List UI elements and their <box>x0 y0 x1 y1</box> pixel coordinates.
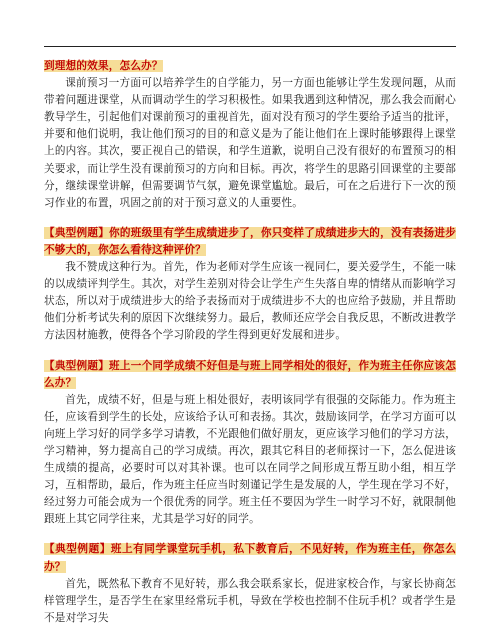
section-gap <box>44 345 456 358</box>
highlighted-heading-text: 到理想的效果，怎么办？ <box>44 60 163 72</box>
highlighted-heading-text: 【典型例题】你的班级里有学生成绩进步了，你只变样了成绩进步大的，没有表扬进步不够大的，你怎么看待这种评价？ <box>44 226 456 256</box>
highlighted-heading-text: 【典型例题】班上有同学课堂玩手机，私下教育后，不见好转，作为班主任，你怎么办？ <box>44 543 456 573</box>
document-body <box>44 58 456 627</box>
answer-paragraph: 首先，既然私下教育不见好转，那么我会联系家长，促进家校合作，与家长协商怎样管理学生，是否学生在家里经常玩手机，导致在学校也控制不住玩手机？或者学生是不是对学习失 <box>44 577 456 624</box>
answer-paragraph: 我不赞成这种行为。首先，作为老师对学生应该一视同仁，要关爱学生，不能一味的以成绩评判学生。其次，对学生差别对待会让学生产生失落自卑的情绪从而影响学习状态，所以对于成绩进步大的给予表扬而对于成绩进步不大的也应给予鼓励，并且帮助他们分析考试失利的原因下次继续努力。最后，教师还应学会自我反思，不断改进教学方法因材施教，使得各个学习阶段的学生得到更好发展和进步。 <box>44 261 456 342</box>
answer-paragraph: 课前预习一方面可以培养学生的自学能力，另一方面也能够让学生发现问题，从而带着问题进课堂，从而调动学生的学习积极性。如果我遇到这种情况，那么我会而耐心教导学生，引起他们对课前预习的重视首先，面对没有预习的学生要给予适当的批评，并要和他们说明，我让他们预习的目的和意义是为了能让他们在上课时能够跟得上课堂上的内容。其次，要正视自己的错误，和学生道歉，说明自己没有很好的布置预习的相关要求，而让学生没有课前预习的方向和目标。再次，将学生的思路引回课堂的主要部分，继续课堂讲解，但需要调节气氛，避免课堂尴尬。最后，可在之后进行下一次的预习作业的布置，巩固之前的对于预习意义的人重要性。 <box>44 77 456 209</box>
answer-paragraph: 首先，成绩不好，但是与班上相处很好，表明该同学有很强的交际能力。作为班主任，应该看到学生的长处，应该给予认可和表扬。其次，鼓励该同学，在学习方面可以向班上学习好的同学多学习请教，不光跟他们做好朋友，更应该学习他们的学习方法，学习精神，努力提高自己的学习成绩。再次，跟其它科目的老师探讨一下，怎么促进该生成绩的提高，必要时可以对其补课。也可以在同学之间形成互帮互助小组，相互学习，互相帮助，最后，作为班主任应当时刻谨记学生是发展的人，学生现在学习不好，经过努力可能会成为一个很优秀的同学。班主任不要因为学生一时学习不好，就限制他跟班上其它同学往来，尤其是学习好的同学。 <box>44 393 456 526</box>
question-heading <box>44 225 456 259</box>
highlighted-heading-text: 【典型例题】班上一个同学成绩不好但是与班上同学相处的很好，作为班主任你应该怎么办？ <box>44 359 456 389</box>
question-heading <box>44 358 456 392</box>
section-gap <box>44 528 456 541</box>
question-heading <box>44 58 456 75</box>
top-divider <box>44 46 456 47</box>
section-gap <box>44 212 456 225</box>
question-heading <box>44 541 456 575</box>
